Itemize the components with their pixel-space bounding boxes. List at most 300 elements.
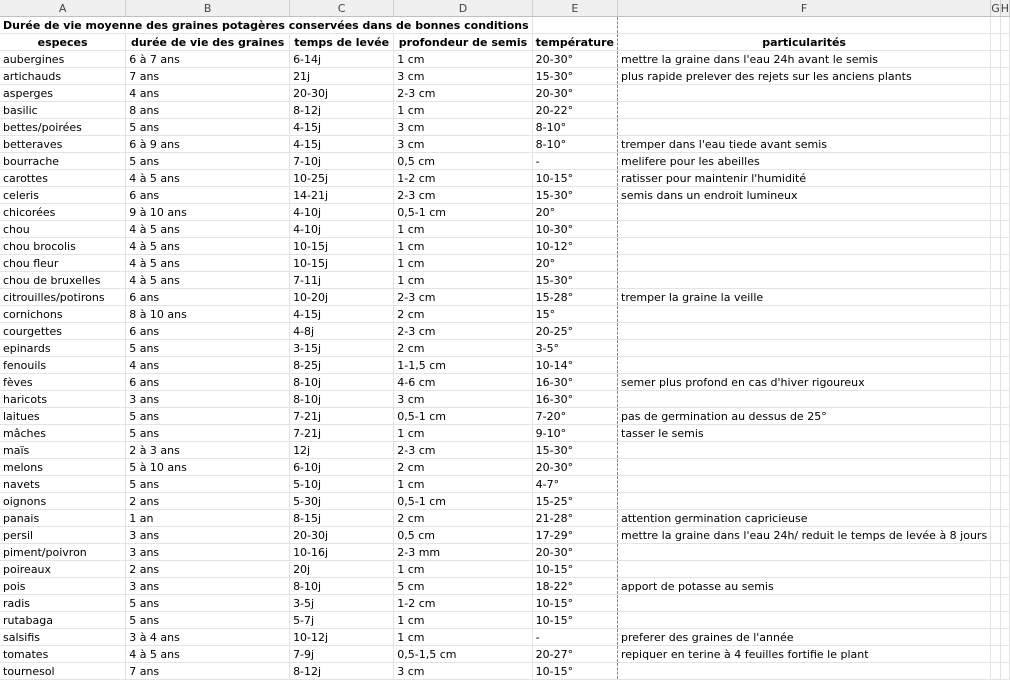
table-cell[interactable]: 4-15j (290, 119, 394, 136)
table-cell[interactable] (1000, 493, 1009, 510)
table-cell[interactable] (991, 510, 1001, 527)
table-cell[interactable]: 5 ans (126, 408, 290, 425)
table-cell[interactable] (618, 391, 991, 408)
table-cell[interactable]: melons (0, 459, 126, 476)
table-cell[interactable]: 4 ans (126, 357, 290, 374)
table-cell[interactable]: basilic (0, 102, 126, 119)
heading-cell[interactable]: profondeur de semis (394, 34, 532, 51)
table-cell[interactable] (618, 340, 991, 357)
table-cell[interactable]: 6 à 7 ans (126, 51, 290, 68)
table-cell[interactable]: 4-6 cm (394, 374, 532, 391)
table-cell[interactable]: 21-28° (532, 510, 617, 527)
table-cell[interactable] (1000, 374, 1009, 391)
table-cell[interactable] (1000, 425, 1009, 442)
table-cell[interactable] (1000, 595, 1009, 612)
table-cell[interactable]: 8-10° (532, 136, 617, 153)
table-cell[interactable]: 8-10° (532, 119, 617, 136)
table-cell[interactable] (991, 51, 1001, 68)
column-header-g[interactable]: G (991, 1, 1000, 15)
table-cell[interactable] (618, 255, 991, 272)
table-cell[interactable]: 8 ans (126, 102, 290, 119)
table-cell[interactable]: 15-25° (532, 493, 617, 510)
table-cell[interactable]: piment/poivron (0, 544, 126, 561)
table-cell[interactable]: 10-15j (290, 255, 394, 272)
table-cell[interactable]: 20-30j (290, 85, 394, 102)
table-cell[interactable] (991, 68, 1001, 85)
table-cell[interactable]: 8-12j (290, 102, 394, 119)
table-cell[interactable] (991, 493, 1001, 510)
table-cell[interactable]: 15-28° (532, 289, 617, 306)
table-cell[interactable] (618, 442, 991, 459)
table-cell[interactable]: haricots (0, 391, 126, 408)
table-cell[interactable] (991, 374, 1001, 391)
table-cell[interactable] (1000, 527, 1009, 544)
table-cell[interactable]: 6-14j (290, 51, 394, 68)
table-cell[interactable]: 15-30° (532, 187, 617, 204)
table-cell[interactable]: plus rapide prelever des rejets sur les anciens plants (618, 68, 991, 85)
table-cell[interactable]: 5-7j (290, 612, 394, 629)
table-cell[interactable] (1000, 391, 1009, 408)
table-cell[interactable]: 4-8j (290, 323, 394, 340)
column-header-e[interactable]: E (532, 0, 617, 17)
table-cell[interactable]: chou (0, 221, 126, 238)
column-header-h[interactable]: H (1000, 1, 1009, 15)
table-cell[interactable]: citrouilles/potirons (0, 289, 126, 306)
table-cell[interactable] (991, 561, 1001, 578)
table-cell[interactable] (1000, 238, 1009, 255)
heading-cell[interactable]: temps de levée (290, 34, 394, 51)
table-cell[interactable]: 3 cm (394, 68, 532, 85)
table-cell[interactable]: 0,5 cm (394, 527, 532, 544)
table-cell[interactable]: preferer des graines de l'année (618, 629, 991, 646)
table-cell[interactable]: 4-15j (290, 136, 394, 153)
table-cell[interactable]: 1 cm (394, 238, 532, 255)
table-cell[interactable]: 10-15° (532, 612, 617, 629)
table-cell[interactable] (1000, 153, 1009, 170)
table-cell[interactable]: 1 cm (394, 612, 532, 629)
column-header-c[interactable]: C (290, 0, 394, 17)
table-cell[interactable] (618, 272, 991, 289)
table-cell[interactable]: 8-15j (290, 510, 394, 527)
table-cell[interactable]: 5 à 10 ans (126, 459, 290, 476)
table-cell[interactable]: 7 ans (126, 68, 290, 85)
table-cell[interactable] (1000, 476, 1009, 493)
table-cell[interactable]: tomates (0, 646, 126, 663)
table-cell[interactable] (991, 391, 1001, 408)
table-cell[interactable] (991, 289, 1001, 306)
table-cell[interactable]: 10-12° (532, 238, 617, 255)
table-cell[interactable]: 3-5j (290, 595, 394, 612)
table-cell[interactable] (991, 663, 1001, 680)
table-cell[interactable] (618, 663, 991, 680)
table-cell[interactable]: 1-2 cm (394, 595, 532, 612)
table-cell[interactable]: 4 à 5 ans (126, 238, 290, 255)
heading-cell[interactable]: especes (0, 34, 126, 51)
table-cell[interactable]: 21j (290, 68, 394, 85)
table-cell[interactable]: 20j (290, 561, 394, 578)
table-cell[interactable] (1000, 323, 1009, 340)
table-cell[interactable]: 1 an (126, 510, 290, 527)
table-cell[interactable] (618, 493, 991, 510)
table-cell[interactable] (618, 306, 991, 323)
table-cell[interactable]: attention germination capricieuse (618, 510, 991, 527)
table-cell[interactable]: 4 à 5 ans (126, 170, 290, 187)
table-cell[interactable]: 10-15° (532, 663, 617, 680)
cell-g2[interactable] (991, 34, 1001, 51)
table-cell[interactable]: tremper la graine la veille (618, 289, 991, 306)
table-cell[interactable]: 14-21j (290, 187, 394, 204)
table-cell[interactable]: 10-20j (290, 289, 394, 306)
table-cell[interactable]: 3-15j (290, 340, 394, 357)
table-cell[interactable] (1000, 85, 1009, 102)
table-cell[interactable]: 1 cm (394, 102, 532, 119)
table-cell[interactable]: - (532, 153, 617, 170)
table-cell[interactable] (991, 425, 1001, 442)
table-cell[interactable] (991, 595, 1001, 612)
table-cell[interactable] (618, 595, 991, 612)
table-cell[interactable] (618, 85, 991, 102)
table-cell[interactable]: 1 cm (394, 561, 532, 578)
table-cell[interactable] (991, 459, 1001, 476)
table-cell[interactable]: 7-21j (290, 425, 394, 442)
table-cell[interactable]: 2 cm (394, 306, 532, 323)
table-cell[interactable]: 2-3 cm (394, 323, 532, 340)
table-cell[interactable] (1000, 221, 1009, 238)
table-cell[interactable]: 4-10j (290, 204, 394, 221)
table-cell[interactable]: 6 ans (126, 323, 290, 340)
table-cell[interactable]: 7-11j (290, 272, 394, 289)
table-cell[interactable] (991, 238, 1001, 255)
table-cell[interactable] (991, 119, 1001, 136)
table-cell[interactable]: 8 à 10 ans (126, 306, 290, 323)
table-cell[interactable]: 10-15° (532, 595, 617, 612)
cell-e1[interactable] (532, 17, 617, 34)
table-cell[interactable]: 20-25° (532, 323, 617, 340)
table-cell[interactable] (1000, 306, 1009, 323)
table-cell[interactable] (991, 170, 1001, 187)
table-cell[interactable]: 2-3 cm (394, 442, 532, 459)
table-cell[interactable]: tasser le semis (618, 425, 991, 442)
table-cell[interactable]: 2 cm (394, 340, 532, 357)
table-cell[interactable] (1000, 663, 1009, 680)
table-cell[interactable]: oignons (0, 493, 126, 510)
column-header-b[interactable]: B (126, 0, 290, 17)
table-cell[interactable]: radis (0, 595, 126, 612)
table-cell[interactable]: rutabaga (0, 612, 126, 629)
table-cell[interactable]: pas de germination au dessus de 25° (618, 408, 991, 425)
table-cell[interactable]: navets (0, 476, 126, 493)
table-cell[interactable] (1000, 289, 1009, 306)
table-cell[interactable]: 3-5° (532, 340, 617, 357)
table-cell[interactable]: 2-3 cm (394, 85, 532, 102)
table-cell[interactable]: 4 à 5 ans (126, 221, 290, 238)
table-cell[interactable]: 10-15° (532, 561, 617, 578)
table-cell[interactable]: epinards (0, 340, 126, 357)
cell-h2[interactable] (1000, 34, 1009, 51)
cell-g1[interactable] (991, 17, 1001, 34)
table-cell[interactable] (1000, 204, 1009, 221)
table-cell[interactable]: 16-30° (532, 374, 617, 391)
table-cell[interactable]: 20° (532, 255, 617, 272)
table-cell[interactable]: 2 cm (394, 510, 532, 527)
table-cell[interactable] (991, 323, 1001, 340)
table-cell[interactable]: pois (0, 578, 126, 595)
table-cell[interactable]: 5 ans (126, 595, 290, 612)
table-cell[interactable]: 6 ans (126, 187, 290, 204)
heading-cell[interactable]: température (532, 34, 617, 51)
table-cell[interactable] (991, 612, 1001, 629)
table-cell[interactable] (991, 153, 1001, 170)
table-cell[interactable]: cornichons (0, 306, 126, 323)
table-cell[interactable] (618, 323, 991, 340)
table-cell[interactable]: 2 cm (394, 459, 532, 476)
table-cell[interactable]: 20-30° (532, 85, 617, 102)
table-cell[interactable] (618, 221, 991, 238)
table-cell[interactable]: 20-27° (532, 646, 617, 663)
table-cell[interactable] (991, 527, 1001, 544)
table-cell[interactable] (1000, 561, 1009, 578)
table-cell[interactable]: 15° (532, 306, 617, 323)
table-cell[interactable]: 9 à 10 ans (126, 204, 290, 221)
table-cell[interactable]: 0,5-1,5 cm (394, 646, 532, 663)
table-cell[interactable]: 10-14° (532, 357, 617, 374)
table-cell[interactable] (991, 221, 1001, 238)
table-cell[interactable] (1000, 170, 1009, 187)
table-cell[interactable]: 2-3 cm (394, 289, 532, 306)
table-cell[interactable]: 3 ans (126, 578, 290, 595)
column-header-d[interactable]: D (394, 0, 532, 17)
table-cell[interactable]: 8-10j (290, 374, 394, 391)
table-cell[interactable]: celeris (0, 187, 126, 204)
table-cell[interactable] (1000, 612, 1009, 629)
table-cell[interactable] (991, 476, 1001, 493)
table-cell[interactable]: aubergines (0, 51, 126, 68)
table-cell[interactable]: 5-10j (290, 476, 394, 493)
table-cell[interactable]: 15-30° (532, 442, 617, 459)
table-cell[interactable]: 1 cm (394, 272, 532, 289)
table-cell[interactable] (991, 306, 1001, 323)
table-cell[interactable]: 10-16j (290, 544, 394, 561)
table-cell[interactable] (618, 357, 991, 374)
table-cell[interactable] (991, 136, 1001, 153)
table-cell[interactable] (1000, 629, 1009, 646)
table-cell[interactable]: mettre la graine dans l'eau 24h avant le semis (618, 51, 991, 68)
table-cell[interactable] (1000, 646, 1009, 663)
table-cell[interactable] (1000, 510, 1009, 527)
table-cell[interactable] (991, 442, 1001, 459)
table-cell[interactable] (1000, 255, 1009, 272)
table-cell[interactable]: tournesol (0, 663, 126, 680)
table-cell[interactable]: semer plus profond en cas d'hiver rigoureux (618, 374, 991, 391)
table-cell[interactable]: 1 cm (394, 425, 532, 442)
table-cell[interactable]: 3 ans (126, 391, 290, 408)
table-cell[interactable]: 1 cm (394, 629, 532, 646)
table-cell[interactable]: 0,5-1 cm (394, 493, 532, 510)
table-cell[interactable] (1000, 459, 1009, 476)
table-cell[interactable] (618, 476, 991, 493)
table-cell[interactable]: bourrache (0, 153, 126, 170)
table-cell[interactable]: 20-30° (532, 51, 617, 68)
table-cell[interactable]: 4 à 5 ans (126, 255, 290, 272)
heading-cell[interactable]: particularités (618, 34, 991, 51)
table-cell[interactable] (618, 204, 991, 221)
table-cell[interactable]: 4 à 5 ans (126, 646, 290, 663)
table-cell[interactable]: 15-30° (532, 272, 617, 289)
table-cell[interactable]: 3 à 4 ans (126, 629, 290, 646)
table-cell[interactable] (991, 85, 1001, 102)
table-cell[interactable] (1000, 68, 1009, 85)
table-cell[interactable]: 6 à 9 ans (126, 136, 290, 153)
table-cell[interactable]: asperges (0, 85, 126, 102)
table-cell[interactable]: 5 ans (126, 425, 290, 442)
table-cell[interactable]: 5 ans (126, 612, 290, 629)
table-cell[interactable]: bettes/poirées (0, 119, 126, 136)
table-cell[interactable]: chou brocolis (0, 238, 126, 255)
table-cell[interactable] (618, 459, 991, 476)
table-cell[interactable]: 1 cm (394, 476, 532, 493)
table-cell[interactable] (1000, 187, 1009, 204)
table-cell[interactable]: fèves (0, 374, 126, 391)
table-cell[interactable] (991, 629, 1001, 646)
table-cell[interactable]: persil (0, 527, 126, 544)
table-cell[interactable]: salsifis (0, 629, 126, 646)
table-cell[interactable] (1000, 544, 1009, 561)
table-cell[interactable]: 8-25j (290, 357, 394, 374)
table-cell[interactable] (991, 357, 1001, 374)
table-cell[interactable]: 3 cm (394, 119, 532, 136)
table-cell[interactable]: semis dans un endroit lumineux (618, 187, 991, 204)
table-cell[interactable]: panais (0, 510, 126, 527)
cell-h1[interactable] (1000, 17, 1009, 34)
table-cell[interactable]: repiquer en terine à 4 feuilles fortifie le plant (618, 646, 991, 663)
table-cell[interactable]: courgettes (0, 323, 126, 340)
table-cell[interactable] (991, 340, 1001, 357)
table-cell[interactable]: artichauds (0, 68, 126, 85)
table-cell[interactable]: 2 ans (126, 561, 290, 578)
table-cell[interactable]: fenouils (0, 357, 126, 374)
table-cell[interactable]: 6 ans (126, 289, 290, 306)
table-cell[interactable]: 2-3 cm (394, 187, 532, 204)
table-cell[interactable]: 10-15° (532, 170, 617, 187)
table-cell[interactable] (618, 102, 991, 119)
table-cell[interactable]: mettre la graine dans l'eau 24h/ reduit le temps de levée à 8 jours (618, 527, 991, 544)
table-cell[interactable]: chou de bruxelles (0, 272, 126, 289)
table-cell[interactable]: 5 ans (126, 153, 290, 170)
column-header-f[interactable]: F (618, 0, 991, 17)
table-cell[interactable]: 9-10° (532, 425, 617, 442)
table-cell[interactable]: 15-30° (532, 68, 617, 85)
table-cell[interactable]: betteraves (0, 136, 126, 153)
table-cell[interactable] (991, 187, 1001, 204)
table-cell[interactable]: 5 ans (126, 340, 290, 357)
table-cell[interactable]: 1 cm (394, 255, 532, 272)
table-cell[interactable]: maïs (0, 442, 126, 459)
table-cell[interactable]: 1-2 cm (394, 170, 532, 187)
table-cell[interactable]: 4-15j (290, 306, 394, 323)
table-cell[interactable] (991, 544, 1001, 561)
table-cell[interactable] (1000, 578, 1009, 595)
table-cell[interactable]: 10-12j (290, 629, 394, 646)
table-cell[interactable]: 6 ans (126, 374, 290, 391)
table-cell[interactable] (618, 561, 991, 578)
table-cell[interactable]: 17-29° (532, 527, 617, 544)
table-cell[interactable]: - (532, 629, 617, 646)
table-cell[interactable]: 4-7° (532, 476, 617, 493)
table-cell[interactable]: melifere pour les abeilles (618, 153, 991, 170)
table-cell[interactable]: 7-9j (290, 646, 394, 663)
table-cell[interactable]: 6-10j (290, 459, 394, 476)
table-cell[interactable]: carottes (0, 170, 126, 187)
table-cell[interactable] (618, 544, 991, 561)
table-cell[interactable]: mâches (0, 425, 126, 442)
table-cell[interactable]: 10-30° (532, 221, 617, 238)
table-cell[interactable]: 18-22° (532, 578, 617, 595)
table-cell[interactable]: 3 cm (394, 663, 532, 680)
table-cell[interactable]: 5 cm (394, 578, 532, 595)
table-cell[interactable]: ratisser pour maintenir l'humidité (618, 170, 991, 187)
table-cell[interactable]: 3 ans (126, 527, 290, 544)
table-cell[interactable]: 20-30° (532, 544, 617, 561)
table-cell[interactable] (1000, 119, 1009, 136)
table-cell[interactable] (1000, 102, 1009, 119)
table-cell[interactable] (618, 238, 991, 255)
table-cell[interactable] (1000, 408, 1009, 425)
table-cell[interactable]: 5 ans (126, 476, 290, 493)
table-cell[interactable]: 2 ans (126, 493, 290, 510)
table-cell[interactable]: 3 cm (394, 391, 532, 408)
table-cell[interactable]: 4 à 5 ans (126, 272, 290, 289)
heading-cell[interactable]: durée de vie des graines (126, 34, 290, 51)
table-cell[interactable] (991, 272, 1001, 289)
table-cell[interactable]: 4 ans (126, 85, 290, 102)
table-cell[interactable] (1000, 340, 1009, 357)
table-cell[interactable] (991, 408, 1001, 425)
table-cell[interactable]: apport de potasse au semis (618, 578, 991, 595)
table-cell[interactable] (1000, 357, 1009, 374)
table-cell[interactable]: chicorées (0, 204, 126, 221)
table-cell[interactable]: 12j (290, 442, 394, 459)
table-cell[interactable]: 2 à 3 ans (126, 442, 290, 459)
table-cell[interactable]: 0,5-1 cm (394, 204, 532, 221)
table-cell[interactable]: 10-15j (290, 238, 394, 255)
table-cell[interactable]: 0,5 cm (394, 153, 532, 170)
table-cell[interactable]: 8-12j (290, 663, 394, 680)
table-cell[interactable]: 2-3 mm (394, 544, 532, 561)
table-cell[interactable]: 5 ans (126, 119, 290, 136)
table-cell[interactable]: 8-10j (290, 391, 394, 408)
table-cell[interactable] (618, 612, 991, 629)
table-cell[interactable]: 5-30j (290, 493, 394, 510)
sheet-title-cell[interactable]: Durée de vie moyenne des graines potagères conservées dans de bonnes conditions (0, 17, 532, 34)
table-cell[interactable]: 1-1,5 cm (394, 357, 532, 374)
table-cell[interactable]: 3 ans (126, 544, 290, 561)
table-cell[interactable] (1000, 136, 1009, 153)
table-cell[interactable]: 4-10j (290, 221, 394, 238)
table-cell[interactable] (991, 578, 1001, 595)
table-cell[interactable]: chou fleur (0, 255, 126, 272)
cell-f1[interactable] (618, 17, 991, 34)
table-cell[interactable]: 20-30j (290, 527, 394, 544)
column-header-a[interactable]: A (0, 0, 126, 17)
table-cell[interactable] (991, 102, 1001, 119)
table-cell[interactable]: poireaux (0, 561, 126, 578)
table-cell[interactable]: 10-25j (290, 170, 394, 187)
table-cell[interactable]: 20° (532, 204, 617, 221)
table-cell[interactable] (991, 204, 1001, 221)
table-cell[interactable]: laitues (0, 408, 126, 425)
table-cell[interactable]: 3 cm (394, 136, 532, 153)
table-cell[interactable]: 8-10j (290, 578, 394, 595)
